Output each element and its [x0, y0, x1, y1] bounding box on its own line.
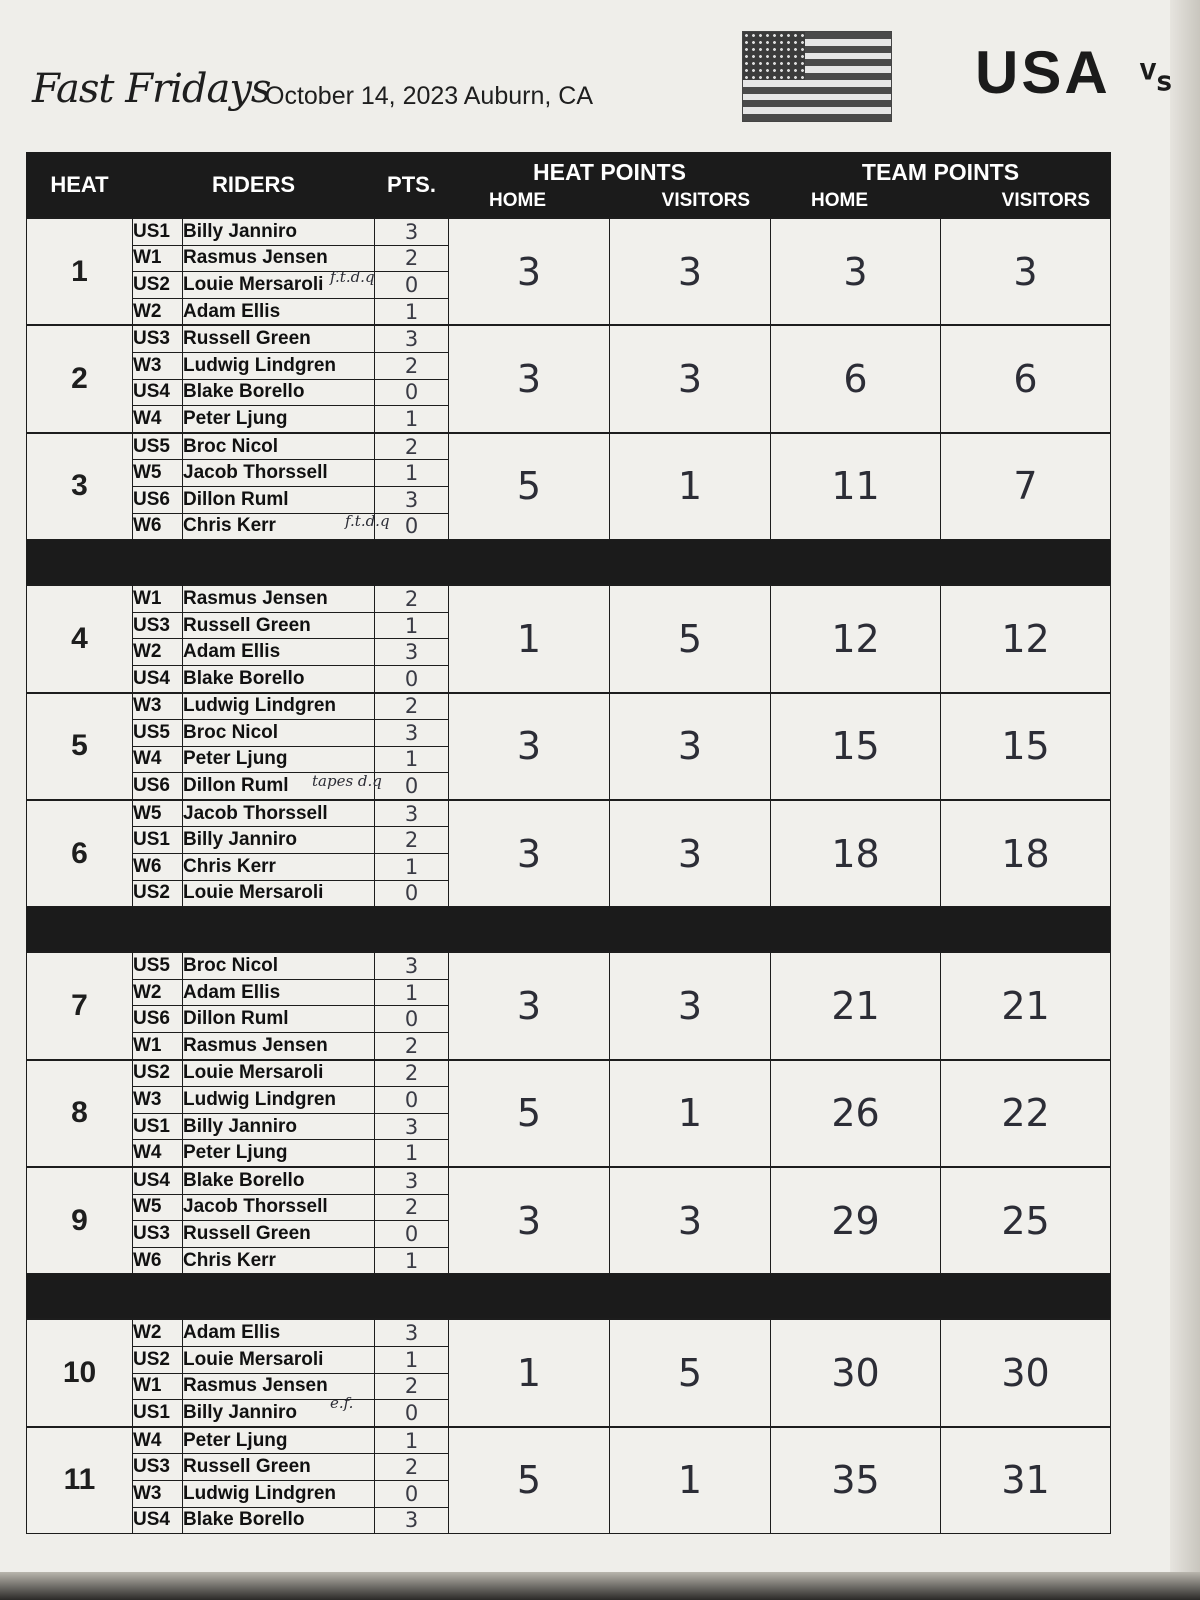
heat-visitors-points: 1: [610, 1060, 771, 1167]
heat-number: 11: [27, 1427, 133, 1534]
rider-name: Jacob Thorssell: [183, 1194, 375, 1221]
rider-name: Rasmus Jensen: [183, 585, 375, 612]
rider-code: W4: [133, 1140, 183, 1167]
rider-code: W6: [133, 1247, 183, 1274]
col-heat-points: [449, 153, 771, 219]
rider-code: US1: [133, 218, 183, 245]
rider-name: Rasmus Jensen: [183, 1373, 375, 1400]
rider-points: 3: [375, 800, 449, 827]
rider-row: [27, 1427, 1111, 1454]
rider-code: US1: [133, 1113, 183, 1140]
team-visitors-points: 3: [941, 218, 1111, 325]
rider-name: Peter Ljung: [183, 1427, 375, 1454]
heat-home-points: 3: [449, 218, 610, 325]
rider-points: 3: [375, 720, 449, 747]
rider-name: Peter Ljung: [183, 406, 375, 433]
team-home-points: 21: [771, 952, 941, 1059]
rider-points: 2: [375, 433, 449, 460]
rider-points: 1: [375, 406, 449, 433]
heat-number: 7: [27, 952, 133, 1059]
usa-flag-icon: [742, 31, 892, 122]
heat-home-points: 3: [449, 325, 610, 432]
rider-name: Chris Kerr: [183, 513, 375, 540]
rider-row: [27, 952, 1111, 979]
team-visitors-points: 7: [941, 433, 1111, 540]
rider-name: Peter Ljung: [183, 746, 375, 773]
rider-points: 0: [375, 1480, 449, 1507]
rider-code: US4: [133, 1167, 183, 1194]
team-visitors-points: 30: [941, 1319, 1111, 1426]
rider-code: W3: [133, 1480, 183, 1507]
rider-code: W1: [133, 1033, 183, 1060]
rider-code: W1: [133, 245, 183, 272]
team-home-points: 18: [771, 800, 941, 907]
handwritten-note: e.f.: [330, 1394, 354, 1412]
rider-points: 3: [375, 1319, 449, 1346]
table-header: [27, 153, 1111, 219]
rider-points: 2: [375, 1194, 449, 1221]
rider-points: 2: [375, 1373, 449, 1400]
heat-number: 9: [27, 1167, 133, 1274]
rider-points: 2: [375, 693, 449, 720]
rider-name: Ludwig Lindgren: [183, 352, 375, 379]
rider-points: 1: [375, 1427, 449, 1454]
heat-number: 3: [27, 433, 133, 540]
rider-code: US6: [133, 486, 183, 513]
rider-code: W3: [133, 352, 183, 379]
team-visitors-points: 25: [941, 1167, 1111, 1274]
rider-points: 0: [375, 665, 449, 692]
rider-points: 1: [375, 746, 449, 773]
rider-points: 3: [375, 639, 449, 666]
rider-code: US6: [133, 1006, 183, 1033]
rider-code: W4: [133, 746, 183, 773]
rider-name: Russell Green: [183, 612, 375, 639]
rider-row: [27, 800, 1111, 827]
team-home-points: 30: [771, 1319, 941, 1426]
rider-points: 3: [375, 952, 449, 979]
heat-visitors-points: 5: [610, 1319, 771, 1426]
rider-code: W2: [133, 298, 183, 325]
rider-points: 1: [375, 612, 449, 639]
rider-name: Jacob Thorssell: [183, 800, 375, 827]
heat-score-table: [26, 152, 1111, 1534]
rider-code: US1: [133, 827, 183, 854]
rider-row: [27, 1167, 1111, 1194]
rider-row: [27, 1319, 1111, 1346]
divider-bar: [27, 540, 1111, 586]
rider-points: 0: [375, 379, 449, 406]
rider-code: US3: [133, 612, 183, 639]
rider-points: 1: [375, 298, 449, 325]
rider-code: W6: [133, 854, 183, 881]
rider-name: Ludwig Lindgren: [183, 693, 375, 720]
rider-points: 0: [375, 272, 449, 299]
heat-number: 10: [27, 1319, 133, 1426]
rider-name: Blake Borello: [183, 1167, 375, 1194]
fast-fridays-logo: Fast Fridays: [32, 66, 271, 112]
rider-name: Ludwig Lindgren: [183, 1087, 375, 1114]
rider-points: 3: [375, 1507, 449, 1534]
rider-points: 3: [375, 1167, 449, 1194]
team-home-points: 29: [771, 1167, 941, 1274]
rider-points: 1: [375, 1247, 449, 1274]
rider-code: US5: [133, 720, 183, 747]
team-visitors-label: VISITORS: [1001, 189, 1090, 211]
rider-points: 2: [375, 585, 449, 612]
heat-home-points: 1: [449, 585, 610, 692]
rider-name: Blake Borello: [183, 665, 375, 692]
heat-home-points: 3: [449, 952, 610, 1059]
heat-number: 5: [27, 693, 133, 800]
rider-name: Russell Green: [183, 1454, 375, 1481]
rider-points: 2: [375, 352, 449, 379]
heat-visitors-points: 1: [610, 433, 771, 540]
rider-row: [27, 325, 1111, 352]
team-visitors-points: 31: [941, 1427, 1111, 1534]
heat-visitors-points: 3: [610, 325, 771, 432]
scoresheet: [26, 152, 1110, 1534]
team-visitors-points: 22: [941, 1060, 1111, 1167]
rider-points: 2: [375, 1033, 449, 1060]
rider-name: Russell Green: [183, 325, 375, 352]
rider-name: Chris Kerr: [183, 854, 375, 881]
team-home-points: 35: [771, 1427, 941, 1534]
rider-points: 0: [375, 1400, 449, 1427]
rider-code: W3: [133, 693, 183, 720]
rider-code: US4: [133, 665, 183, 692]
rider-code: W3: [133, 1087, 183, 1114]
rider-name: Adam Ellis: [183, 639, 375, 666]
team-visitors-points: 18: [941, 800, 1111, 907]
heat-home-points: 5: [449, 1060, 610, 1167]
rider-name: Russell Green: [183, 1221, 375, 1248]
rider-name: Billy Janniro: [183, 827, 375, 854]
rider-points: 1: [375, 460, 449, 487]
rider-points: 1: [375, 854, 449, 881]
title-cutoff: ᵛₛ: [1140, 51, 1173, 100]
team-home-points: 15: [771, 693, 941, 800]
rider-name: Louie Mersaroli: [183, 880, 375, 907]
heat-points-title: HEAT POINTS: [533, 158, 686, 185]
rider-code: US5: [133, 952, 183, 979]
rider-code: US3: [133, 1221, 183, 1248]
rider-points: 2: [375, 245, 449, 272]
rider-name: Billy Janniro: [183, 1400, 375, 1427]
rider-code: US6: [133, 773, 183, 800]
rider-name: Billy Janniro: [183, 218, 375, 245]
rider-points: 0: [375, 513, 449, 540]
team-home-points: 26: [771, 1060, 941, 1167]
heat-visitors-label: VISITORS: [661, 189, 750, 211]
rider-code: W4: [133, 406, 183, 433]
team-home-points: 12: [771, 585, 941, 692]
rider-name: Broc Nicol: [183, 952, 375, 979]
rider-points: 0: [375, 880, 449, 907]
rider-name: Broc Nicol: [183, 433, 375, 460]
home-team-title: USA: [975, 39, 1111, 106]
rider-code: US5: [133, 433, 183, 460]
rider-code: W2: [133, 979, 183, 1006]
section-divider: [27, 907, 1111, 953]
col-team-points: [771, 153, 1111, 219]
divider-bar: [27, 907, 1111, 953]
rider-code: W6: [133, 513, 183, 540]
heat-number: 8: [27, 1060, 133, 1167]
heat-home-points: 3: [449, 1167, 610, 1274]
team-home-points: 3: [771, 218, 941, 325]
rider-points: 0: [375, 1087, 449, 1114]
event-date-location: October 14, 2023 Auburn, CA: [265, 82, 593, 110]
heat-home-label: HOME: [489, 189, 546, 211]
heat-visitors-points: 3: [610, 218, 771, 325]
rider-code: W2: [133, 1319, 183, 1346]
rider-code: W4: [133, 1427, 183, 1454]
rider-code: W5: [133, 460, 183, 487]
heat-home-points: 5: [449, 433, 610, 540]
rider-points: 2: [375, 827, 449, 854]
heat-home-points: 5: [449, 1427, 610, 1534]
rider-row: [27, 585, 1111, 612]
rider-name: Louie Mersaroli: [183, 1346, 375, 1373]
team-visitors-points: 21: [941, 952, 1111, 1059]
heat-number: 6: [27, 800, 133, 907]
rider-code: US1: [133, 1400, 183, 1427]
rider-name: Rasmus Jensen: [183, 245, 375, 272]
rider-name: Louie Mersaroli: [183, 1060, 375, 1087]
heat-visitors-points: 3: [610, 1167, 771, 1274]
rider-code: W5: [133, 1194, 183, 1221]
rider-row: [27, 433, 1111, 460]
team-visitors-points: 12: [941, 585, 1111, 692]
section-divider: [27, 540, 1111, 586]
rider-points: 3: [375, 325, 449, 352]
team-home-points: 6: [771, 325, 941, 432]
rider-name: Peter Ljung: [183, 1140, 375, 1167]
rider-points: 1: [375, 1346, 449, 1373]
rider-code: US2: [133, 1060, 183, 1087]
rider-code: US2: [133, 272, 183, 299]
heat-visitors-points: 3: [610, 693, 771, 800]
rider-name: Louie Mersaroli: [183, 272, 375, 299]
heat-home-points: 3: [449, 800, 610, 907]
rider-name: Dillon Ruml: [183, 773, 375, 800]
heat-number: 2: [27, 325, 133, 432]
col-pts: PTS.: [375, 153, 449, 219]
heat-number: 4: [27, 585, 133, 692]
rider-code: W1: [133, 1373, 183, 1400]
table-surface: [0, 1572, 1200, 1600]
rider-points: 3: [375, 1113, 449, 1140]
col-riders: RIDERS: [133, 153, 375, 219]
rider-name: Billy Janniro: [183, 1113, 375, 1140]
divider-bar: [27, 1274, 1111, 1320]
rider-name: Blake Borello: [183, 1507, 375, 1534]
handwritten-note: f.t.d.q: [345, 512, 390, 530]
rider-points: 3: [375, 218, 449, 245]
section-divider: [27, 1274, 1111, 1320]
handwritten-note: f.t.d.q: [330, 268, 375, 286]
team-points-title: TEAM POINTS: [861, 158, 1020, 185]
heat-visitors-points: 3: [610, 952, 771, 1059]
rider-points: 0: [375, 1006, 449, 1033]
rider-code: W5: [133, 800, 183, 827]
rider-code: US2: [133, 880, 183, 907]
rider-name: Adam Ellis: [183, 1319, 375, 1346]
heat-rows: [27, 218, 1111, 1534]
team-visitors-points: 15: [941, 693, 1111, 800]
rider-code: US4: [133, 379, 183, 406]
rider-name: Dillon Ruml: [183, 486, 375, 513]
rider-name: Jacob Thorssell: [183, 460, 375, 487]
rider-points: 2: [375, 1060, 449, 1087]
rider-code: US3: [133, 325, 183, 352]
rider-name: Broc Nicol: [183, 720, 375, 747]
rider-code: US2: [133, 1346, 183, 1373]
rider-name: Rasmus Jensen: [183, 1033, 375, 1060]
rider-name: Dillon Ruml: [183, 1006, 375, 1033]
rider-points: 3: [375, 486, 449, 513]
heat-visitors-points: 1: [610, 1427, 771, 1534]
page-edge: [1170, 0, 1200, 1600]
rider-row: [27, 1060, 1111, 1087]
rider-row: [27, 218, 1111, 245]
rider-points: 0: [375, 773, 449, 800]
rider-name: Blake Borello: [183, 379, 375, 406]
rider-row: [27, 693, 1111, 720]
rider-points: 1: [375, 1140, 449, 1167]
handwritten-note: tapes d.q: [312, 772, 382, 790]
team-visitors-points: 6: [941, 325, 1111, 432]
rider-code: W2: [133, 639, 183, 666]
rider-code: W1: [133, 585, 183, 612]
rider-name: Chris Kerr: [183, 1247, 375, 1274]
rider-name: Ludwig Lindgren: [183, 1480, 375, 1507]
rider-code: US4: [133, 1507, 183, 1534]
heat-number: 1: [27, 218, 133, 325]
team-home-points: 11: [771, 433, 941, 540]
rider-name: Adam Ellis: [183, 979, 375, 1006]
heat-home-points: 3: [449, 693, 610, 800]
rider-points: 1: [375, 979, 449, 1006]
heat-visitors-points: 3: [610, 800, 771, 907]
heat-visitors-points: 5: [610, 585, 771, 692]
rider-name: Adam Ellis: [183, 298, 375, 325]
heat-home-points: 1: [449, 1319, 610, 1426]
rider-points: 2: [375, 1454, 449, 1481]
col-heat: HEAT: [27, 153, 133, 219]
team-home-label: HOME: [811, 189, 868, 211]
rider-points: 0: [375, 1221, 449, 1248]
rider-code: US3: [133, 1454, 183, 1481]
